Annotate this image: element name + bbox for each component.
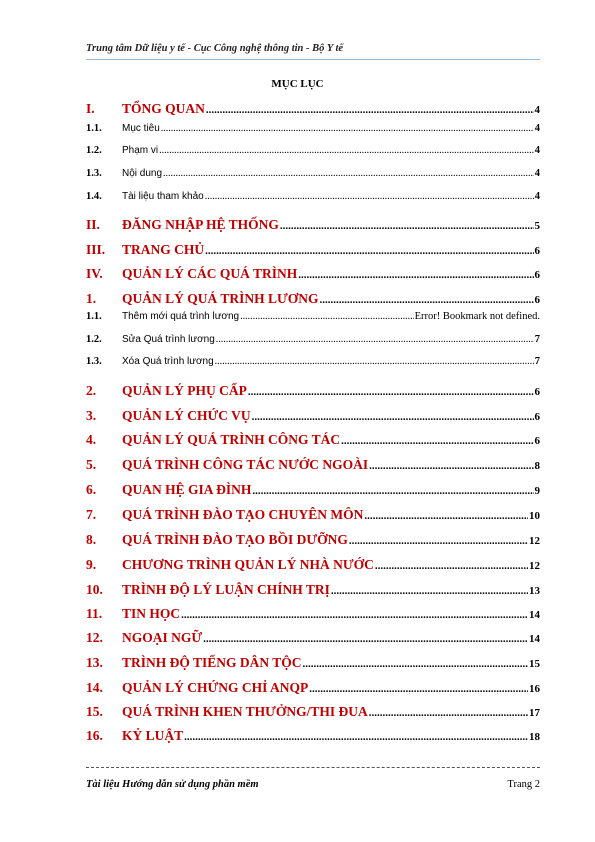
toc-dot-leader: [369, 460, 533, 472]
toc-entry-title[interactable]: QUẢN LÝ QUÁ TRÌNH CÔNG TÁC: [122, 432, 341, 447]
toc-entry-number: II.: [86, 217, 100, 232]
toc-entry[interactable]: [86, 482, 540, 498]
toc-title: MỤC LỤC: [271, 78, 324, 90]
footer-divider: [86, 767, 540, 768]
toc-entry-page: 4: [534, 104, 540, 116]
toc-entry-title[interactable]: Phạm vi: [122, 145, 159, 156]
toc-entry-number: 2.: [86, 383, 97, 398]
toc-entry-page: 14: [529, 609, 540, 621]
toc-entry-title[interactable]: Tài liệu tham khảo: [122, 191, 204, 202]
toc-entry-page: 7: [534, 356, 540, 367]
toc-entry-page: 4: [534, 123, 540, 134]
toc-dot-leader: [369, 707, 528, 719]
toc-entry[interactable]: [86, 311, 540, 322]
toc-entry-page: 18: [529, 731, 540, 743]
toc-dot-leader: [184, 731, 528, 743]
toc-entry-number: 3.: [86, 408, 97, 423]
toc-entry[interactable]: [86, 655, 540, 671]
toc-entry-number: 16.: [86, 728, 103, 743]
toc-dot-leader: [240, 311, 414, 322]
toc-entry-title[interactable]: TIN HỌC: [122, 606, 181, 621]
toc-entry[interactable]: [86, 557, 540, 573]
toc-entry-title[interactable]: ĐĂNG NHẬP HỆ THỐNG: [122, 217, 279, 232]
toc-entry-page: Error! Bookmark not defined.: [414, 311, 540, 322]
toc-entry-page: 6: [534, 294, 540, 306]
toc-entry-number: 5.: [86, 457, 97, 472]
toc-entry[interactable]: [86, 334, 540, 345]
toc-entry-page: 6: [534, 386, 540, 398]
toc-dot-leader: [159, 145, 534, 156]
toc-entry-page: 4: [534, 191, 540, 202]
toc-entry-title[interactable]: TRANG CHỦ: [122, 242, 205, 257]
toc-entry-number: 1.2.: [86, 334, 102, 345]
toc-dot-leader: [331, 585, 528, 597]
toc-entry-page: 6: [534, 435, 540, 447]
toc-entry-number: IV.: [86, 266, 103, 281]
toc-entry-title[interactable]: TRÌNH ĐỘ TIẾNG DÂN TỘC: [122, 655, 302, 670]
toc-dot-leader: [320, 294, 534, 306]
toc-entry[interactable]: [86, 101, 540, 117]
toc-entry-title[interactable]: Thêm mới quá trình lương: [122, 311, 240, 322]
toc-entry-page: 10: [529, 510, 540, 522]
toc-entry-title[interactable]: Sửa Quá trình lương: [122, 334, 215, 345]
toc-entry-title[interactable]: QUÁ TRÌNH ĐÀO TẠO BỒI DƯỠNG: [122, 532, 348, 547]
toc-entry-number: 1.4.: [86, 191, 102, 202]
toc-entry[interactable]: [86, 680, 540, 696]
toc-entry-title[interactable]: QUẢN LÝ QUÁ TRÌNH LƯƠNG: [122, 291, 319, 306]
toc-entry-number: 14.: [86, 680, 103, 695]
toc-dot-leader: [280, 220, 534, 232]
toc-dot-leader: [215, 356, 534, 367]
toc-entry-page: 4: [534, 145, 540, 156]
toc-dot-leader: [205, 245, 533, 257]
toc-entry-title[interactable]: QUÁ TRÌNH KHEN THƯỞNG/THI ĐUA: [122, 704, 368, 719]
toc-entry-page: 15: [529, 658, 540, 670]
toc-dot-leader: [252, 411, 534, 423]
toc-entry-number: 1.: [86, 291, 97, 306]
toc-entry[interactable]: [86, 408, 540, 424]
toc-entry-page: 4: [534, 168, 540, 179]
toc-entry-title[interactable]: Nội dung: [122, 168, 163, 179]
toc-entry[interactable]: [86, 383, 540, 399]
toc-entry[interactable]: [86, 168, 540, 179]
toc-entry-number: 15.: [86, 704, 103, 719]
toc-dot-leader: [309, 683, 528, 695]
toc-entry[interactable]: [86, 532, 540, 548]
toc-entry[interactable]: [86, 728, 540, 744]
toc-dot-leader: [216, 334, 534, 345]
toc-entry-number: 9.: [86, 557, 97, 572]
toc-entry[interactable]: [86, 356, 540, 367]
toc-entry[interactable]: [86, 217, 540, 233]
toc-entry[interactable]: [86, 432, 540, 448]
toc-entry[interactable]: [86, 582, 540, 598]
toc-entry-title[interactable]: CHƯƠNG TRÌNH QUẢN LÝ NHÀ NƯỚC: [122, 557, 374, 572]
toc-entry-title[interactable]: QUAN HỆ GIA ĐÌNH: [122, 482, 252, 497]
page-header: Trung tâm Dữ liệu y tế - Cục Công nghệ thông tin - Bộ Y tế: [86, 43, 344, 54]
toc-entry-title[interactable]: NGOẠI NGỮ: [122, 630, 203, 645]
toc-entry[interactable]: [86, 123, 540, 134]
footer-document-title: Tài liệu Hướng dẫn sử dụng phần mềm: [86, 779, 259, 790]
footer-page-number: Trang 2: [507, 779, 540, 790]
toc-entry-title[interactable]: QUẢN LÝ CÁC QUÁ TRÌNH: [122, 266, 298, 281]
toc-entry-page: 6: [534, 269, 540, 281]
toc-entry-page: 12: [529, 535, 540, 547]
toc-entry-page: 6: [534, 245, 540, 257]
toc-dot-leader: [341, 435, 533, 447]
toc-entry-title[interactable]: Xóa Quá trình lương: [122, 356, 214, 367]
toc-entry[interactable]: [86, 191, 540, 202]
toc-entry-title[interactable]: QUẢN LÝ CHỨC VỤ: [122, 408, 251, 423]
toc-entry-number: 7.: [86, 507, 97, 522]
toc-entry-number: 1.1.: [86, 123, 102, 134]
toc-dot-leader: [163, 168, 534, 179]
toc-entry-page: 16: [529, 683, 540, 695]
toc-entry-title[interactable]: QUÁ TRÌNH CÔNG TÁC NƯỚC NGOÀI: [122, 457, 369, 472]
toc-entry[interactable]: [86, 291, 540, 307]
toc-entry-number: 11.: [86, 606, 103, 621]
toc-dot-leader: [206, 104, 534, 116]
toc-entry-number: 13.: [86, 655, 103, 670]
toc-entry[interactable]: [86, 242, 540, 258]
header-divider: [86, 59, 540, 60]
toc-entry-number: 6.: [86, 482, 97, 497]
toc-entry[interactable]: [86, 507, 540, 523]
toc-dot-leader: [252, 485, 533, 497]
toc-dot-leader: [349, 535, 528, 547]
toc-entry-number: 1.3.: [86, 356, 102, 367]
toc-dot-leader: [303, 658, 528, 670]
toc-dot-leader: [181, 609, 528, 621]
toc-dot-leader: [375, 560, 528, 572]
toc-dot-leader: [203, 633, 528, 645]
toc-entry[interactable]: [86, 457, 540, 473]
toc-entry-number: 4.: [86, 432, 97, 447]
toc-entry-number: 12.: [86, 630, 103, 645]
toc-dot-leader: [205, 191, 534, 202]
toc-entry-title[interactable]: Mục tiêu: [122, 123, 160, 134]
toc-entry-number: I.: [86, 101, 95, 116]
toc-entry-number: 8.: [86, 532, 97, 547]
toc-entry-page: 17: [529, 707, 540, 719]
toc-entry-title[interactable]: KỶ LUẬT: [122, 728, 184, 743]
toc-entry-number: III.: [86, 242, 106, 257]
toc-entry-number: 1.3.: [86, 168, 102, 179]
toc-entry-title[interactable]: QUÁ TRÌNH ĐÀO TẠO CHUYÊN MÔN: [122, 507, 364, 522]
toc-entry-title[interactable]: QUẢN LÝ CHỨNG CHỈ ANQP: [122, 680, 309, 695]
toc-entry[interactable]: [86, 606, 540, 622]
toc-entry-title[interactable]: QUẢN LÝ PHỤ CẤP: [122, 383, 247, 398]
toc-entry-number: 1.1.: [86, 311, 102, 322]
toc-entry[interactable]: [86, 145, 540, 156]
toc-entry-page: 5: [534, 220, 540, 232]
toc-entry-page: 9: [534, 485, 540, 497]
toc-entry-page: 13: [529, 585, 540, 597]
toc-entry-page: 8: [534, 460, 540, 472]
toc-entry[interactable]: [86, 266, 540, 282]
toc-dot-leader: [364, 510, 528, 522]
toc-entry-title[interactable]: TRÌNH ĐỘ LÝ LUẬN CHÍNH TRỊ: [122, 582, 330, 597]
toc-entry-page: 12: [529, 560, 540, 572]
toc-dot-leader: [161, 123, 534, 134]
toc-entry-page: 6: [534, 411, 540, 423]
toc-entry-number: 10.: [86, 582, 103, 597]
toc-dot-leader: [298, 269, 533, 281]
toc-entry[interactable]: [86, 704, 540, 720]
toc-entry[interactable]: [86, 630, 540, 646]
toc-entry-page: 14: [529, 633, 540, 645]
toc-entry-title[interactable]: TỔNG QUAN: [122, 101, 205, 116]
toc-entry-number: 1.2.: [86, 145, 102, 156]
toc-entry-page: 7: [534, 334, 540, 345]
toc-dot-leader: [248, 386, 534, 398]
